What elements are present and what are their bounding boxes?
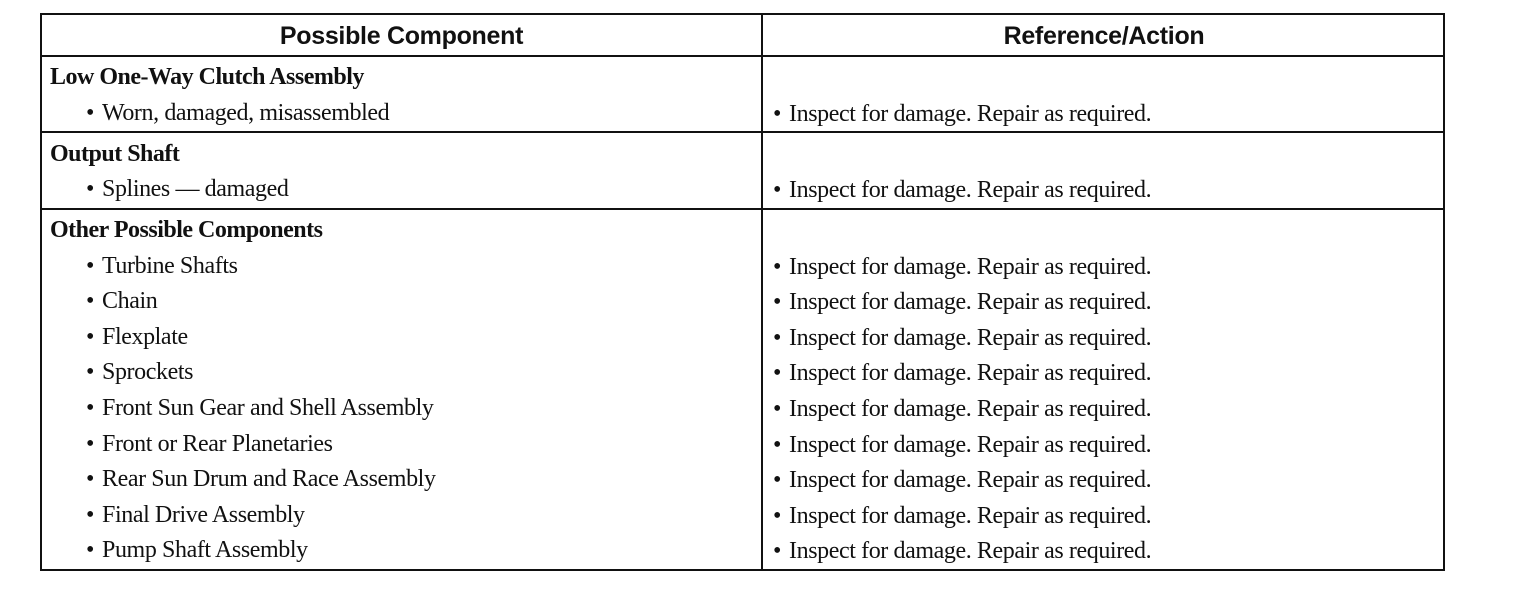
section-title: Output Shaft xyxy=(50,141,180,167)
bullet: • xyxy=(86,431,95,457)
action-text: Inspect for damage. Repair as required. xyxy=(789,467,1152,493)
bullet: • xyxy=(773,396,782,422)
action-item xyxy=(773,467,1151,494)
action-item xyxy=(773,177,1151,204)
action-item xyxy=(773,360,1151,387)
action-item xyxy=(773,396,1151,423)
component-text: Turbine Shafts xyxy=(102,253,238,279)
bullet: • xyxy=(773,254,782,280)
bullet: • xyxy=(773,538,782,564)
component-text: Splines — damaged xyxy=(102,176,289,202)
bullet: • xyxy=(86,253,95,279)
section-divider xyxy=(42,131,1443,133)
action-text: Inspect for damage. Repair as required. xyxy=(789,254,1152,280)
bullet: • xyxy=(773,101,782,127)
bullet: • xyxy=(773,503,782,529)
bullet: • xyxy=(86,502,95,528)
bullet: • xyxy=(86,395,95,421)
column-header-action: Reference/Action xyxy=(1003,22,1205,50)
column-header-component: Possible Component xyxy=(279,22,524,50)
bullet: • xyxy=(86,466,95,492)
action-text: Inspect for damage. Repair as required. xyxy=(789,289,1152,315)
component-item xyxy=(86,253,238,280)
action-text: Inspect for damage. Repair as required. xyxy=(789,101,1152,127)
component-item xyxy=(86,502,305,529)
component-item xyxy=(86,431,333,458)
component-text: Chain xyxy=(102,288,158,314)
component-item xyxy=(86,176,289,203)
action-item xyxy=(773,254,1151,281)
component-text: Rear Sun Drum and Race Assembly xyxy=(102,466,436,492)
component-item xyxy=(86,466,436,493)
component-text: Flexplate xyxy=(102,324,188,350)
action-text: Inspect for damage. Repair as required. xyxy=(789,177,1152,203)
section-title: Other Possible Components xyxy=(50,217,323,243)
component-text: Final Drive Assembly xyxy=(102,502,305,528)
component-text: Front Sun Gear and Shell Assembly xyxy=(102,395,434,421)
bullet: • xyxy=(773,467,782,493)
bullet: • xyxy=(86,537,95,563)
action-item xyxy=(773,101,1151,128)
bullet: • xyxy=(86,324,95,350)
action-item xyxy=(773,289,1151,316)
bullet: • xyxy=(773,289,782,315)
bullet: • xyxy=(773,325,782,351)
component-item xyxy=(86,288,157,315)
component-text: Front or Rear Planetaries xyxy=(102,431,333,457)
action-item xyxy=(773,503,1151,530)
bullet: • xyxy=(86,100,95,126)
action-text: Inspect for damage. Repair as required. xyxy=(789,538,1152,564)
section-divider xyxy=(42,208,1443,210)
component-text: Sprockets xyxy=(102,359,194,385)
action-text: Inspect for damage. Repair as required. xyxy=(789,503,1152,529)
action-text: Inspect for damage. Repair as required. xyxy=(789,325,1152,351)
section-title: Low One-Way Clutch Assembly xyxy=(50,64,364,90)
action-item xyxy=(773,432,1151,459)
component-text: Worn, damaged, misassembled xyxy=(102,100,390,126)
component-item xyxy=(86,537,308,564)
bullet: • xyxy=(86,176,95,202)
bullet: • xyxy=(773,360,782,386)
diagnosis-table xyxy=(40,13,1445,571)
action-text: Inspect for damage. Repair as required. xyxy=(789,360,1152,386)
component-text: Pump Shaft Assembly xyxy=(102,537,308,563)
bullet: • xyxy=(86,359,95,385)
action-text: Inspect for damage. Repair as required. xyxy=(789,432,1152,458)
component-item xyxy=(86,395,433,422)
bullet: • xyxy=(773,177,782,203)
action-text: Inspect for damage. Repair as required. xyxy=(789,396,1152,422)
component-item xyxy=(86,100,389,127)
action-item xyxy=(773,538,1151,565)
column-divider xyxy=(761,15,763,569)
component-item xyxy=(86,359,193,386)
header-divider xyxy=(42,55,1443,57)
bullet: • xyxy=(773,432,782,458)
action-item xyxy=(773,325,1151,352)
bullet: • xyxy=(86,288,95,314)
component-item xyxy=(86,324,188,351)
